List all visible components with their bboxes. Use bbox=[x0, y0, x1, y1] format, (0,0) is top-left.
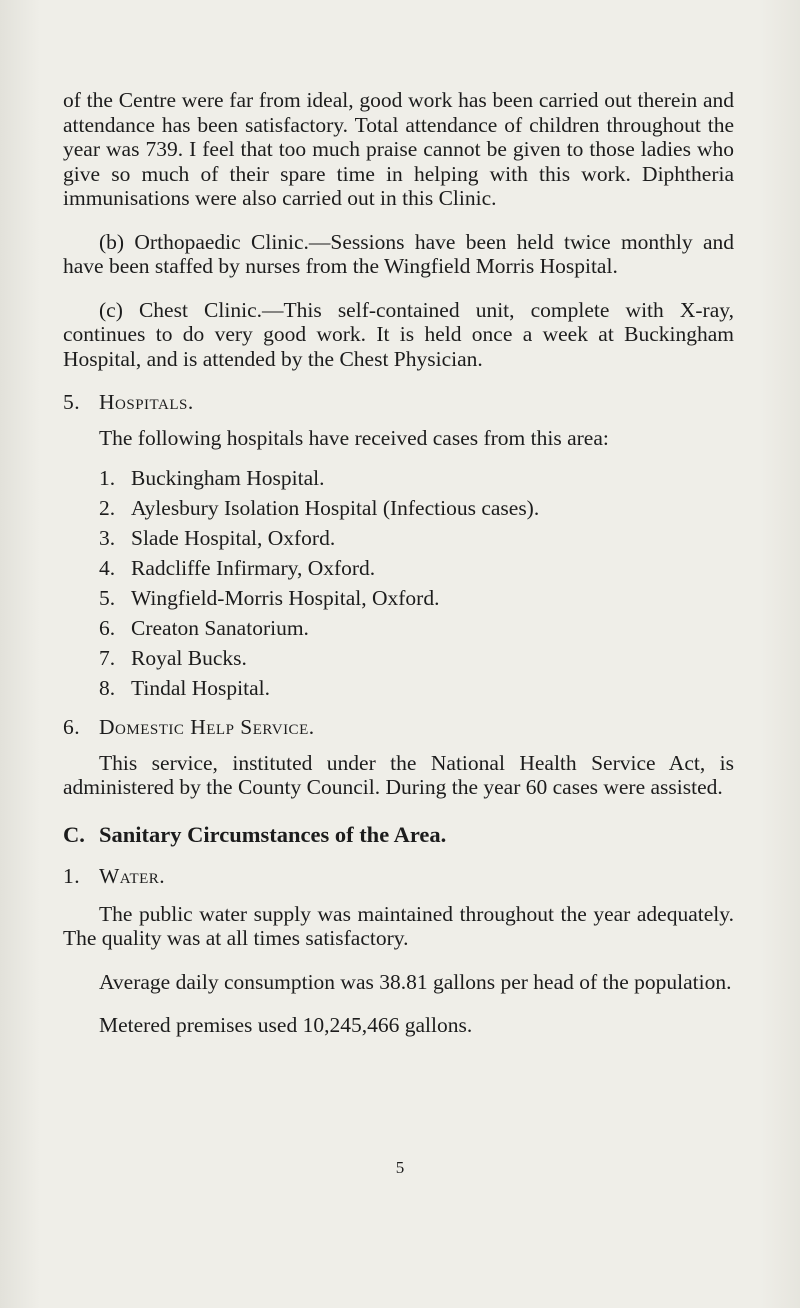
water-paragraph-3: Metered premises used 10,245,466 gallons. bbox=[99, 1013, 473, 1037]
sanitary-section-heading bbox=[63, 822, 734, 848]
domestic-help-heading bbox=[63, 715, 734, 739]
chest-clinic-paragraph: (c) Chest Clinic.—This self-contained unit, complete with X-ray, continues to do very good work. It is held once a week at Buckingham Hospital, and is attended by the Chest Physician. bbox=[63, 297, 734, 371]
page-number: 5 bbox=[395, 1158, 405, 1177]
hospitals-heading-title: Hospitals. bbox=[99, 390, 194, 414]
water-heading-title: Water. bbox=[99, 863, 166, 888]
hospitals-intro: The following hospitals have received cases from this area: bbox=[99, 426, 609, 450]
list-item: 4. Radcliffe Infirmary, Oxford. bbox=[99, 555, 376, 580]
water-heading-number: 1. bbox=[63, 863, 81, 888]
sanitary-heading-title: Sanitary Circumstances of the Area. bbox=[99, 821, 447, 847]
hospital-list bbox=[99, 463, 734, 703]
domestic-help-paragraph: This service, instituted under the National Health Service Act, is administered by the County Council. During the year 60 cases were assisted. bbox=[63, 750, 734, 799]
list-item: 1. Buckingham Hospital. bbox=[99, 465, 325, 490]
water-paragraph-2: Average daily consumption was 38.81 gallons per head of the population. bbox=[99, 969, 732, 994]
domestic-heading-number: 6. bbox=[63, 714, 81, 739]
domestic-heading-title: Domestic Help Service. bbox=[99, 714, 315, 739]
sanitary-heading-number: C. bbox=[63, 821, 85, 847]
hospitals-heading bbox=[63, 390, 734, 414]
water-heading bbox=[63, 864, 734, 888]
list-item: 8. Tindal Hospital. bbox=[99, 675, 270, 700]
water-paragraph-1: The public water supply was maintained throughout the year adequately. The quality was at all times satisfactory. bbox=[63, 901, 734, 950]
orthopaedic-clinic-paragraph: (b) Orthopaedic Clinic.—Sessions have been held twice monthly and have been staffed by nurses from the Wingfield Morris Hospital. bbox=[63, 229, 734, 278]
list-item: 7. Royal Bucks. bbox=[99, 645, 247, 670]
list-item: 5. Wingfield-Morris Hospital, Oxford. bbox=[99, 585, 440, 610]
intro-paragraph: of the Centre were far from ideal, good work has been carried out therein and attendance has been satisfactory. Total attendance of children throughout the year was 739. I feel that too much praise cannot be given to those ladies who give so much of their spare time in helping with this work. Diphtheria immunisations were also carried out in this Clinic. bbox=[63, 88, 734, 210]
list-item: 6. Creaton Sanatorium. bbox=[99, 615, 309, 640]
list-item: 3. Slade Hospital, Oxford. bbox=[99, 525, 336, 550]
hospitals-heading-number: 5. bbox=[63, 390, 81, 414]
list-item: 2. Aylesbury Isolation Hospital (Infectious cases). bbox=[99, 495, 540, 520]
